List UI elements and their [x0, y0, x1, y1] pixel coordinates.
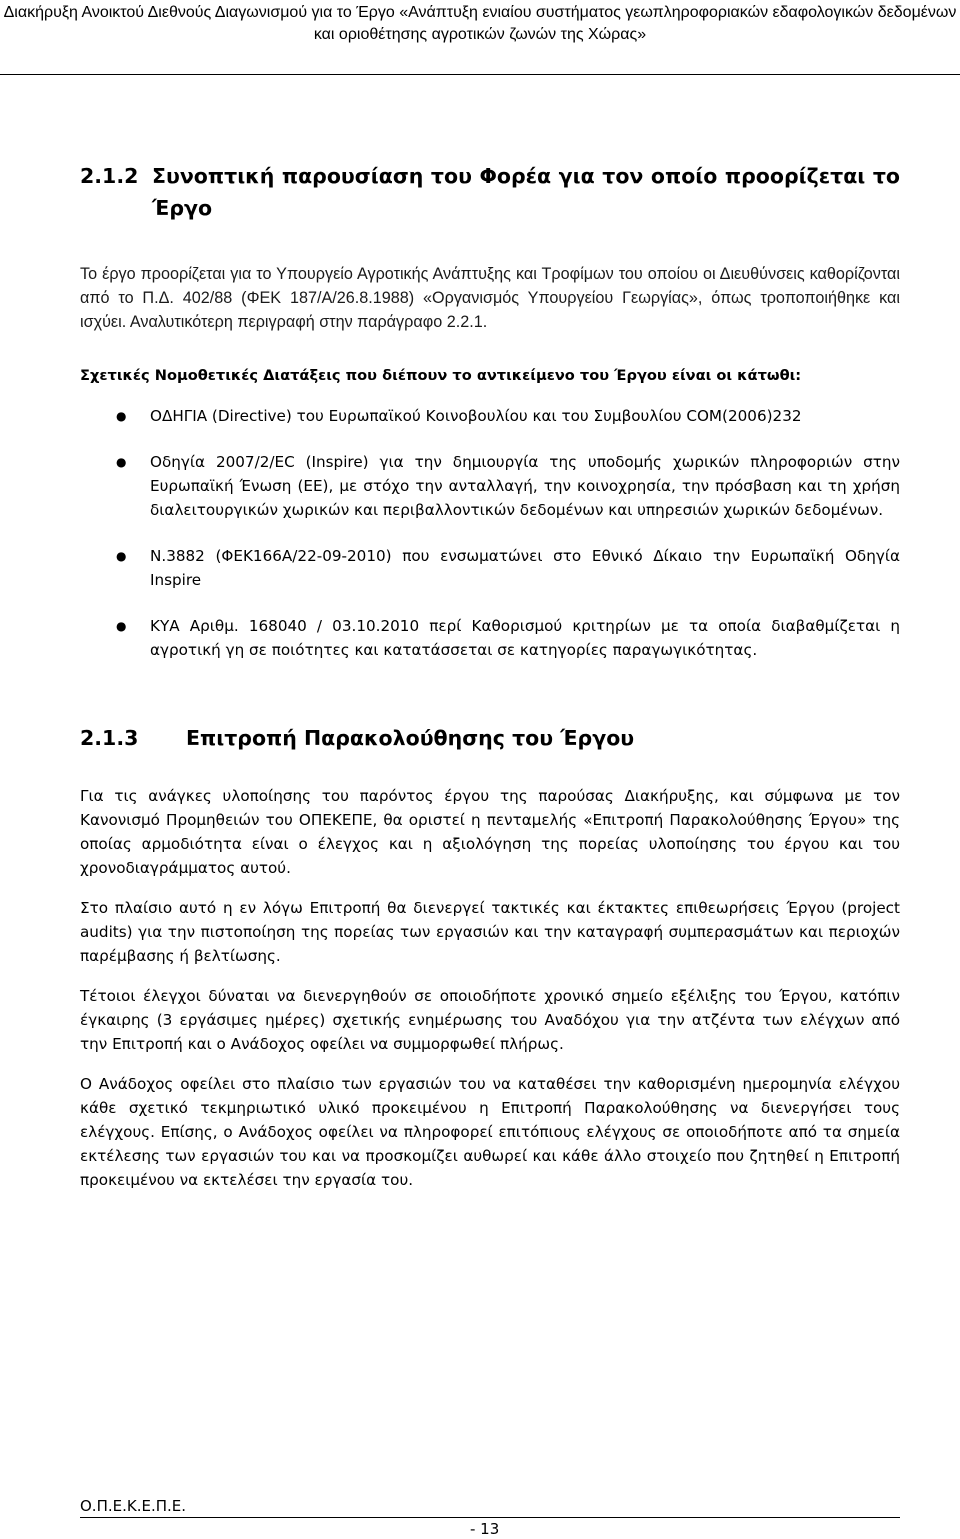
- committee-paragraph: Στο πλαίσιο αυτό η εν λόγω Επιτροπή θα διενεργεί τακτικές και έκτακτες επιθεωρήσεις Έργου (project audits) για την πιστοποίηση της πορείας των εργασιών και την καταγραφή συμπερασμάτων και περιοχών παρέμβασης ή βελτίωσης.: [80, 899, 900, 965]
- list-item-text: ΚΥΑ Αριθμ. 168040 / 03.10.2010 περί Καθορισμού κριτηρίων με τα οποία διαβαθμίζεται η αγροτική γη σε ποιότητες και κατατάσσεται σε κατηγορίες παραγωγικότητας.: [150, 617, 900, 659]
- section-heading-2-1-2: [80, 160, 900, 224]
- footer-divider: [80, 1517, 900, 1518]
- section-heading-2-1-3: [80, 722, 900, 754]
- section-number: 2.1.2: [80, 164, 139, 188]
- page-header: [0, 0, 960, 46]
- section-title: Συνοπτική παρουσίαση του Φορέα για τον οποίο προορίζεται το Έργο: [152, 164, 900, 220]
- list-item: [80, 450, 900, 522]
- bullet-icon: ●: [116, 455, 127, 469]
- list-item-text: ΟΔΗΓΙΑ (Directive) του Ευρωπαϊκού Κοινοβουλίου και του Συμβουλίου COM(2006)232: [150, 407, 802, 425]
- header-divider: [0, 74, 960, 75]
- bullet-icon: ●: [116, 549, 127, 563]
- section-title: Επιτροπή Παρακολούθησης του Έργου: [186, 726, 635, 750]
- legal-provisions-heading: Σχετικές Νομοθετικές Διατάξεις που διέπουν το αντικείμενο του Έργου είναι οι κάτωθι:: [80, 367, 802, 384]
- document-body: [80, 160, 900, 1192]
- header-line-1: Διακήρυξη Ανοικτού Διεθνούς Διαγωνισμού για το Έργο «Ανάπτυξη ενιαίου συστήματος γεωπληροφοριακών εδαφολογικών δεδομένων: [3, 4, 957, 21]
- bullet-icon: ●: [116, 409, 127, 423]
- section-intro-paragraph: Το έργο προορίζεται για το Υπουργείο Αγροτικής Ανάπτυξης και Τροφίμων του οποίου οι Διευθύνσεις καθορίζονται από το Π.Δ. 402/88 (ΦΕΚ 187/Α/26.8.1988) «Οργανισμός Υπουργείου Γεωργίας», όπως τροποποιήθηκε και ισχύει. Αναλυτικότερη περιγραφή στην παράγραφο 2.2.1.: [80, 265, 900, 331]
- list-item-text: Οδηγία 2007/2/EC (Inspire) για την δημιουργία της υποδομής χωρικών πληροφοριών στην Ευρωπαϊκή Ένωση (ΕΕ), με στόχο την ανταλλαγή, την κοινοχρησία, την πρόσβαση και τη χρήση διαλειτουργικών χωρικών και περιβαλλοντικών δεδομένων και υπηρεσιών χωρικών δεδομένων.: [150, 453, 900, 519]
- header-line-2: και οριοθέτησης αγροτικών ζωνών της Χώρας»: [313, 26, 647, 43]
- bullet-icon: ●: [116, 619, 127, 633]
- legal-provisions-list: [80, 404, 900, 662]
- list-item: [80, 614, 900, 662]
- committee-paragraph: Τέτοιοι έλεγχοι δύναται να διενεργηθούν σε οποιοδήποτε χρονικό σημείο εξέλιξης του Έργου, κατόπιν έγκαιρης (3 εργάσιμες ημέρες) σχετικής ενημέρωσης του Αναδόχου για την ατζέντα των ελέγχων από την Επιτροπή και ο Ανάδοχος οφείλει να συμμορφωθεί πλήρως.: [80, 987, 900, 1053]
- committee-paragraph: Για τις ανάγκες υλοποίησης του παρόντος έργου της παρούσας Διακήρυξης, και σύμφωνα με τον Κανονισμό Προμηθειών του ΟΠΕΚΕΠΕ, θα οριστεί η πενταμελής «Επιτροπή Παρακολούθησης Έργου» της οποίας αρμοδιότητα είναι ο έλεγχος και η αξιολόγηση της πορείας υλοποίησης του έργου και του χρονοδιαγράμματος αυτού.: [80, 787, 900, 877]
- list-item: [80, 404, 900, 428]
- footer-organization: Ο.Π.Ε.Κ.Ε.Π.Ε.: [80, 1497, 187, 1515]
- page-number: - 13: [470, 1520, 500, 1538]
- list-item: [80, 544, 900, 592]
- section-number: 2.1.3: [80, 726, 139, 750]
- list-item-text: Ν.3882 (ΦΕΚ166Α/22-09-2010) που ενσωματώνει στο Εθνικό Δίκαιο την Ευρωπαϊκή Οδηγία Inspire: [150, 547, 900, 589]
- committee-paragraph: Ο Ανάδοχος οφείλει στο πλαίσιο των εργασιών του να καταθέσει την καθορισμένη ημερομηνία ελέγχου κάθε σχετικό τεκμηριωτικό υλικό προκειμένου η Επιτροπή Παρακολούθησης να διενεργήσει τους ελέγχους. Επίσης, ο Ανάδοχος οφείλει να πληροφορεί επιτόπιους ελέγχους σε οποιοδήποτε από τα σημεία εκτέλεσης των εργασιών του και να προσκομίζει αυθωρεί και κάθε άλλο στοιχείο που ζητηθεί η Επιτροπή προκειμένου να εκτελέσει την εργασία του.: [80, 1075, 900, 1189]
